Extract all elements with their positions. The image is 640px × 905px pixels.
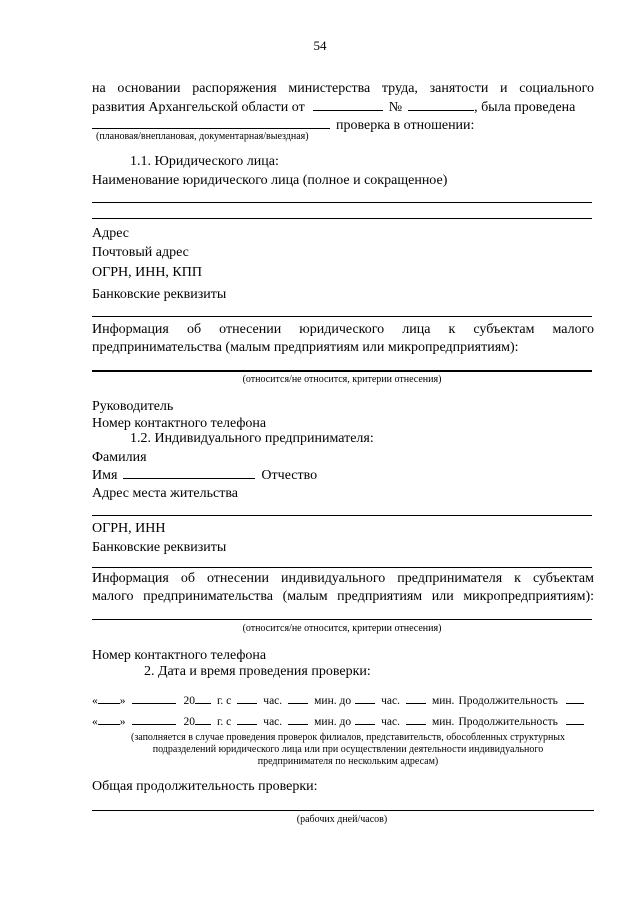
legal-bank-row bbox=[92, 284, 594, 303]
datetime-caption-2: подразделений юридического лица или при осуществлении деятельности индивидуального bbox=[152, 744, 544, 755]
legal-info-line-1: Информация об отнесении юридического лица к субъектам малого bbox=[92, 322, 594, 337]
legal-phone-label: Номер контактного телефона bbox=[92, 416, 267, 431]
individual-info-field[interactable] bbox=[92, 619, 592, 620]
datetime-row-1 bbox=[92, 693, 604, 708]
individual-residence-row bbox=[92, 484, 594, 502]
legal-name-line-2[interactable] bbox=[92, 202, 592, 203]
legal-name-row bbox=[92, 171, 594, 189]
hours-label-2: час. bbox=[381, 716, 400, 728]
individual-heading: 1.2. Индивидуального предпринимателя: bbox=[130, 431, 374, 446]
end-minute-field-2[interactable] bbox=[406, 714, 426, 725]
minutes-to-label: мин. до bbox=[314, 695, 352, 707]
legal-info-caption: (относится/не относится, критерии отнесения) bbox=[242, 374, 442, 385]
date-suffix: г. с bbox=[217, 695, 232, 707]
end-hour-field-2[interactable] bbox=[355, 714, 375, 725]
legal-name-label: Наименование юридического лица (полное и сокращенное) bbox=[92, 173, 448, 188]
start-hour-field-1[interactable] bbox=[237, 693, 257, 704]
minutes-to-label: мин. до bbox=[314, 716, 352, 728]
intro-text-a: развития Архангельской области от bbox=[92, 100, 305, 115]
year-prefix: 20 bbox=[183, 716, 195, 728]
individual-bank-row bbox=[92, 537, 594, 556]
individual-surname-row bbox=[92, 448, 594, 466]
quote-close: » bbox=[119, 716, 126, 728]
year-field-2[interactable] bbox=[195, 714, 211, 725]
end-hour-field-1[interactable] bbox=[355, 693, 375, 704]
end-minute-field-1[interactable] bbox=[406, 693, 426, 704]
legal-bank-label: Банковские реквизиты bbox=[92, 287, 227, 302]
inspection-type-caption: (плановая/внеплановая, документарная/выездная) bbox=[96, 131, 309, 142]
year-prefix: 20 bbox=[183, 695, 195, 707]
order-date-field[interactable] bbox=[313, 98, 383, 111]
intro-text-c: , была проведена bbox=[474, 100, 576, 115]
legal-head-row bbox=[92, 397, 594, 415]
page-number: 54 bbox=[313, 38, 327, 53]
start-hour-field-2[interactable] bbox=[237, 714, 257, 725]
legal-phone-row bbox=[92, 414, 594, 432]
individual-residence-line-2[interactable] bbox=[92, 515, 592, 516]
day-field-2[interactable] bbox=[98, 714, 120, 725]
duration-label: Продолжительность bbox=[458, 695, 558, 707]
individual-ogrn-row bbox=[92, 519, 594, 537]
date-suffix: г. с bbox=[217, 716, 232, 728]
legal-ogrn-label: ОГРН, ИНН, КПП bbox=[92, 265, 202, 280]
hours-label: час. bbox=[263, 695, 283, 707]
month-field-1[interactable] bbox=[132, 693, 176, 704]
duration-label: Продолжительность bbox=[458, 716, 558, 728]
legal-name-line-3[interactable] bbox=[92, 218, 592, 219]
legal-postal-row bbox=[92, 243, 594, 261]
day-field-1[interactable] bbox=[98, 693, 120, 704]
individual-surname-label: Фамилия bbox=[92, 450, 147, 465]
legal-head-label: Руководитель bbox=[92, 399, 174, 414]
individual-phone-label: Номер контактного телефона bbox=[92, 648, 267, 663]
legal-ogrn-row bbox=[92, 263, 594, 281]
individual-bank-line-2[interactable] bbox=[92, 567, 592, 568]
hours-label: час. bbox=[263, 716, 283, 728]
individual-patronymic-label: Отчество bbox=[261, 468, 318, 483]
duration-field-2[interactable] bbox=[566, 714, 584, 725]
quote-open: « bbox=[92, 716, 98, 728]
individual-bank-label: Банковские реквизиты bbox=[92, 540, 227, 555]
individual-phone-row bbox=[92, 646, 594, 664]
intro-line-1: на основании распоряжения министерства труда, занятости и социального bbox=[92, 81, 594, 96]
individual-residence-label: Адрес места жительства bbox=[92, 486, 238, 501]
datetime-caption-1: (заполняется в случае проведения проверок филиалов, представительств, обособленных структурных bbox=[130, 732, 566, 743]
individual-name-label: Имя bbox=[92, 468, 118, 483]
month-field-2[interactable] bbox=[132, 714, 176, 725]
legal-address-row bbox=[92, 224, 594, 242]
legal-address-label: Адрес bbox=[92, 226, 130, 241]
individual-name-field[interactable] bbox=[123, 466, 255, 479]
duration-field-1[interactable] bbox=[566, 693, 584, 704]
minutes-label: мин. bbox=[431, 716, 455, 728]
legal-info-line-2: предпринимательства (малым предприятиям или микропредприятиям): bbox=[92, 340, 519, 355]
datetime-row-2 bbox=[92, 714, 604, 729]
quote-open: « bbox=[92, 695, 98, 707]
individual-info-line-1: Информация об отнесении индивидуального предпринимателя к субъектам bbox=[92, 571, 594, 586]
datetime-caption-3: предпринимателя по нескольким адресам) bbox=[257, 756, 439, 767]
order-number-field[interactable] bbox=[408, 98, 474, 111]
individual-name-row bbox=[92, 466, 594, 484]
start-minute-field-1[interactable] bbox=[288, 693, 308, 704]
quote-close: » bbox=[119, 695, 126, 707]
total-duration-field[interactable] bbox=[92, 810, 594, 811]
legal-info-field[interactable] bbox=[92, 370, 592, 372]
legal-postal-label: Почтовый адрес bbox=[92, 245, 189, 260]
minutes-label: мин. bbox=[431, 695, 455, 707]
inspection-type-field[interactable] bbox=[92, 116, 330, 129]
start-minute-field-2[interactable] bbox=[288, 714, 308, 725]
individual-ogrn-label: ОГРН, ИНН bbox=[92, 521, 166, 536]
hours-label-2: час. bbox=[381, 695, 400, 707]
individual-info-caption: (относится/не относится, критерии отнесения) bbox=[242, 623, 442, 634]
number-sign: № bbox=[388, 100, 403, 115]
legal-bank-line-2[interactable] bbox=[92, 316, 592, 317]
total-duration-label: Общая продолжительность проверки: bbox=[92, 779, 318, 794]
intro-line-2 bbox=[92, 98, 594, 116]
individual-info-line-2: малого предпринимательства (малым предприятиям или микропредприятиям): bbox=[92, 589, 594, 604]
datetime-heading: 2. Дата и время проведения проверки: bbox=[144, 664, 371, 679]
year-field-1[interactable] bbox=[195, 693, 211, 704]
legal-heading: 1.1. Юридического лица: bbox=[130, 154, 279, 169]
total-duration-caption: (рабочих дней/часов) bbox=[296, 814, 388, 825]
intro-text-3: проверка в отношении: bbox=[336, 118, 475, 133]
